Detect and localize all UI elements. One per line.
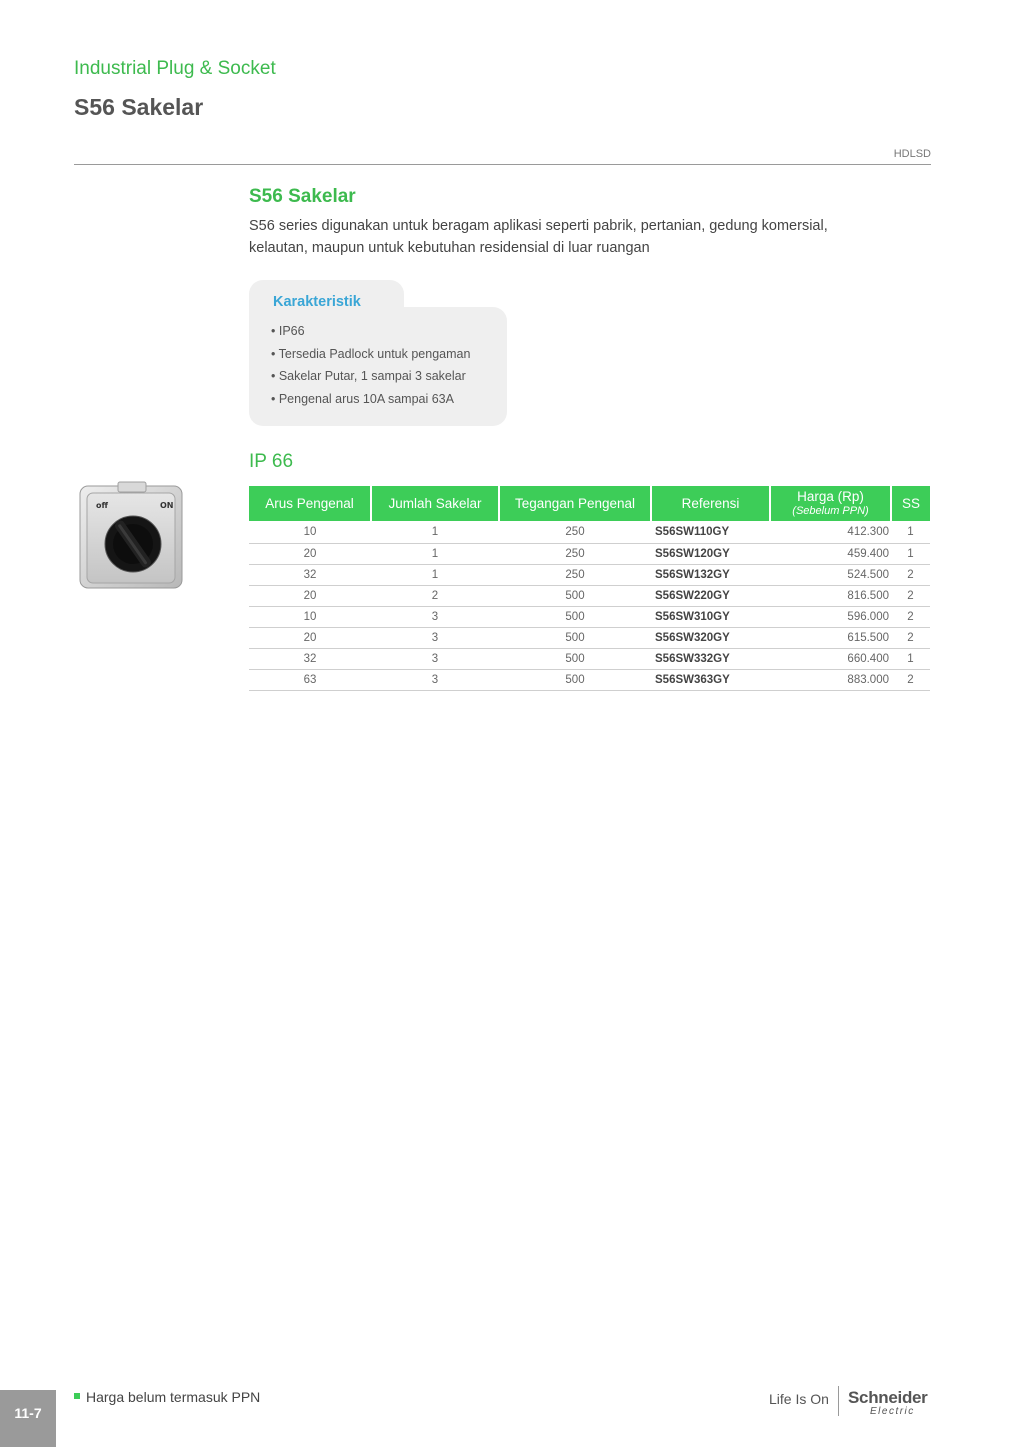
feature-item: • Sakelar Putar, 1 sampai 3 sakelar: [271, 369, 466, 383]
cell-current: 20: [249, 628, 371, 649]
product-image: [78, 480, 186, 590]
feature-item: • Tersedia Padlock untuk pengaman: [271, 346, 471, 361]
cell-current: 10: [249, 521, 371, 544]
cell-ss: 2: [891, 586, 930, 607]
cell-switches: 2: [371, 586, 499, 607]
cell-reference: S56SW132GY: [651, 565, 770, 586]
cell-reference: S56SW220GY: [651, 586, 770, 607]
category-title: Industrial Plug & Socket: [74, 58, 276, 79]
cell-price: 615.500: [770, 628, 891, 649]
cell-voltage: 500: [499, 607, 651, 628]
header-price-label: Harga (Rp): [797, 488, 864, 504]
table-row: [249, 544, 930, 565]
ip-rating-title: IP 66: [249, 451, 294, 472]
features-box: [249, 280, 507, 426]
cell-ss: 1: [891, 521, 930, 544]
cell-voltage: 250: [499, 565, 651, 586]
features-list: [271, 323, 470, 413]
cell-ss: 2: [891, 628, 930, 649]
page-title: S56 Sakelar: [74, 94, 204, 120]
cell-switches: 3: [371, 628, 499, 649]
section-title: S56 Sakelar: [249, 186, 356, 207]
cell-price: 412.300: [770, 521, 891, 544]
cell-voltage: 500: [499, 670, 651, 691]
cell-voltage: 250: [499, 544, 651, 565]
cell-current: 32: [249, 565, 371, 586]
cell-reference: S56SW363GY: [651, 670, 770, 691]
cell-ss: 2: [891, 670, 930, 691]
header-price-sub: (Sebelum PPN): [792, 504, 869, 517]
footnote-text: Harga belum termasuk PPN: [86, 1389, 261, 1405]
cell-ss: 1: [891, 649, 930, 670]
cell-price: 883.000: [770, 670, 891, 691]
header-price: [770, 486, 891, 521]
header-switches: Jumlah Sakelar: [371, 486, 499, 521]
cell-switches: 3: [371, 649, 499, 670]
footnote: [74, 1389, 260, 1405]
features-title: Karakteristik: [273, 294, 361, 310]
cell-price: 660.400: [770, 649, 891, 670]
cell-price: 524.500: [770, 565, 891, 586]
product-code-label: HDLSD: [893, 148, 931, 160]
table-header-row: [249, 486, 930, 521]
cell-price: 816.500: [770, 586, 891, 607]
section-description: S56 series digunakan untuk beragam aplikasi seperti pabrik, pertanian, gedung komersial, kelautan, maupun untuk kebutuhan residensial di luar ruangan: [249, 218, 828, 256]
cell-reference: S56SW110GY: [651, 521, 770, 544]
feature-item: • IP66: [271, 324, 305, 338]
cell-ss: 1: [891, 544, 930, 565]
header-divider: [74, 164, 931, 165]
header-ss: SS: [891, 486, 930, 521]
cell-reference: S56SW310GY: [651, 607, 770, 628]
cell-voltage: 250: [499, 521, 651, 544]
spec-table: [249, 486, 930, 691]
table-row: [249, 649, 930, 670]
table-row: [249, 586, 930, 607]
table-row: [249, 565, 930, 586]
table-row: [249, 607, 930, 628]
feature-item: • Pengenal arus 10A sampai 63A: [271, 391, 454, 406]
cell-switches: 3: [371, 670, 499, 691]
brand-logo: Schneider: [848, 1388, 928, 1407]
svg-text:ON: ON: [160, 501, 174, 510]
cell-price: 459.400: [770, 544, 891, 565]
cell-current: 63: [249, 670, 371, 691]
cell-reference: S56SW120GY: [651, 544, 770, 565]
cell-price: 596.000: [770, 607, 891, 628]
header-reference: Referensi: [651, 486, 770, 521]
green-square-icon: [74, 1393, 80, 1399]
cell-reference: S56SW332GY: [651, 649, 770, 670]
cell-current: 10: [249, 607, 371, 628]
cell-switches: 3: [371, 607, 499, 628]
table-row: [249, 628, 930, 649]
tagline: Life Is On: [769, 1391, 829, 1407]
header-voltage: Tegangan Pengenal: [499, 486, 651, 521]
cell-ss: 2: [891, 565, 930, 586]
cell-switches: 1: [371, 565, 499, 586]
cell-current: 32: [249, 649, 371, 670]
cell-current: 20: [249, 586, 371, 607]
page-number: 11-7: [0, 1390, 56, 1447]
table-row: [249, 670, 930, 691]
cell-voltage: 500: [499, 586, 651, 607]
cell-voltage: 500: [499, 628, 651, 649]
cell-ss: 2: [891, 607, 930, 628]
svg-text:off: off: [96, 501, 108, 510]
cell-current: 20: [249, 544, 371, 565]
brand-logo-sub: Electric: [870, 1406, 915, 1417]
cell-voltage: 500: [499, 649, 651, 670]
table-row: [249, 521, 930, 544]
cell-switches: 1: [371, 521, 499, 544]
cell-reference: S56SW320GY: [651, 628, 770, 649]
cell-switches: 1: [371, 544, 499, 565]
brand-divider: [838, 1386, 839, 1416]
header-current: Arus Pengenal: [249, 486, 371, 521]
